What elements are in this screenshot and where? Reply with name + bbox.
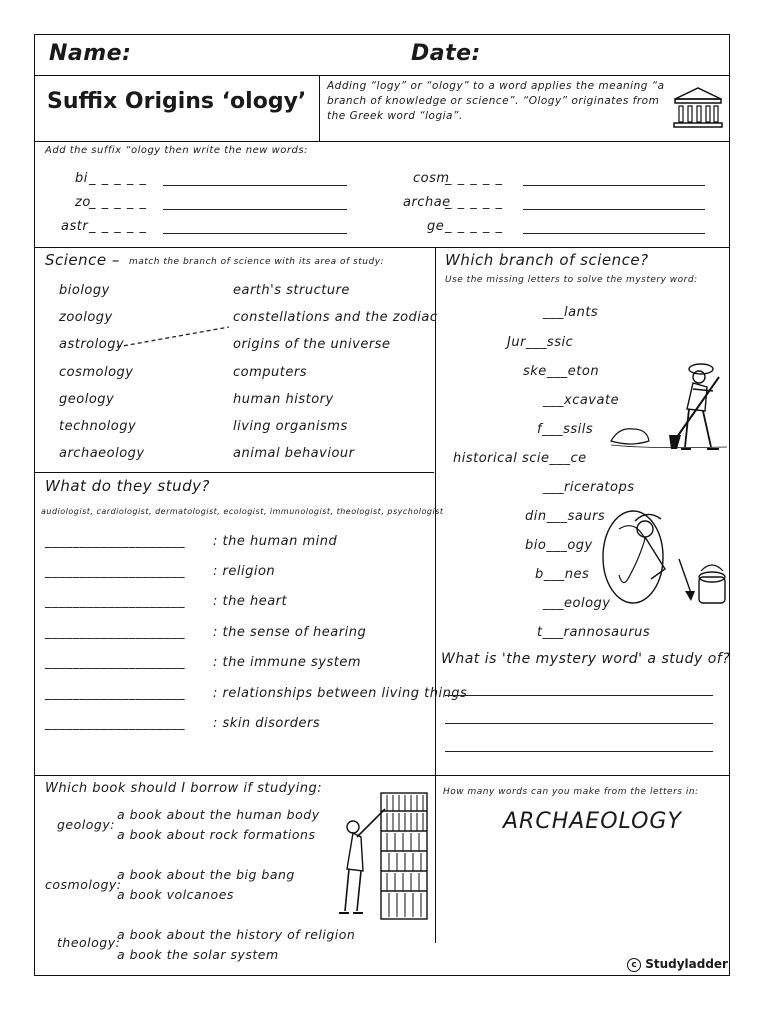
divider xyxy=(35,75,729,76)
mystery-word: f___ssils xyxy=(537,422,594,437)
science-heading: Science – xyxy=(45,251,120,269)
letters-word: ARCHAEOLOGY xyxy=(503,809,682,834)
mystery-word: ___eology xyxy=(543,596,611,611)
area-item: animal behaviour xyxy=(233,446,355,461)
worksheet xyxy=(34,34,730,976)
mystery-question: What is 'the mystery word' a study of? xyxy=(441,651,731,667)
mystery-word: historical scie___ce xyxy=(453,451,587,466)
mystery-word: bio___ogy xyxy=(525,538,593,553)
mystery-word: ___lants xyxy=(543,305,599,320)
study-item: : the human mind xyxy=(213,534,338,549)
science-instruction: match the branch of science with its area of study: xyxy=(129,257,385,267)
bookshelf-icon xyxy=(335,789,431,923)
suffix-stem: ge xyxy=(427,219,445,234)
suffix-blank: _ _ _ _ _ xyxy=(445,219,504,234)
book-group-label: theology: xyxy=(57,935,121,950)
branch-item: technology xyxy=(59,419,137,434)
study-blank[interactable]: ____________________ xyxy=(45,625,185,640)
suffix-stem: astr xyxy=(61,219,89,234)
divider xyxy=(35,247,729,248)
book-heading: Which book should I borrow if studying: xyxy=(45,781,323,796)
temple-icon xyxy=(671,85,725,131)
brand-name: Studyladder xyxy=(645,957,728,971)
study-item: : skin disorders xyxy=(213,716,321,731)
word-bank: audiologist, cardiologist, dermatologist, ecologist, immunologist, theologist, psychologist xyxy=(41,507,444,516)
suffix-blank: _ _ _ _ _ xyxy=(445,195,504,210)
mystery-word: t___rannosaurus xyxy=(537,625,651,640)
mystery-heading: Which branch of science? xyxy=(445,251,649,269)
study-item: : relationships between living things xyxy=(213,686,468,701)
suffix-blank: _ _ _ _ _ xyxy=(445,171,504,186)
study-blank[interactable]: ____________________ xyxy=(45,686,185,701)
study-blank[interactable]: ____________________ xyxy=(45,655,185,670)
study-item: : the sense of hearing xyxy=(213,625,367,640)
suffix-blank: _ _ _ _ _ xyxy=(89,171,148,186)
area-item: constellations and the zodiac xyxy=(233,310,438,325)
book-option[interactable]: a book about rock formations xyxy=(117,827,316,842)
study-item: : religion xyxy=(213,564,276,579)
paleontologist-icon xyxy=(595,499,731,607)
study-item: : the heart xyxy=(213,594,288,609)
answer-line[interactable] xyxy=(445,751,713,752)
divider xyxy=(319,75,320,141)
mystery-word: din___saurs xyxy=(525,509,606,524)
mystery-word: ___riceratops xyxy=(543,480,635,495)
mystery-word: b___nes xyxy=(535,567,590,582)
branch-item: astrology xyxy=(59,337,125,352)
letters-instruction: How many words can you make from the letters in: xyxy=(443,787,699,797)
study-blank[interactable]: ____________________ xyxy=(45,716,185,731)
suffix-instruction: Add the suffix “ology then write the new words: xyxy=(45,145,308,156)
suffix-stem: cosm xyxy=(413,171,450,186)
branch-item: zoology xyxy=(59,310,113,325)
column-divider xyxy=(435,247,436,943)
study-heading: What do they study? xyxy=(45,477,210,495)
area-item: computers xyxy=(233,365,307,380)
answer-line[interactable] xyxy=(523,185,705,186)
title-description: Adding “logy” or “ology” to a word applies the meaning “a branch of knowledge or science”. “Ology” originates from the Greek word “logia”. xyxy=(327,80,665,122)
suffix-blank: _ _ _ _ _ xyxy=(89,195,148,210)
branch-item: archaeology xyxy=(59,446,145,461)
name-label: Name: xyxy=(49,41,132,66)
digging-person-icon xyxy=(609,357,729,457)
study-item: : the immune system xyxy=(213,655,362,670)
suffix-stem: bi xyxy=(75,171,88,186)
book-group-label: cosmology: xyxy=(45,877,122,892)
book-option[interactable]: a book the solar system xyxy=(117,947,279,962)
area-item: human history xyxy=(233,392,334,407)
date-label: Date: xyxy=(411,41,481,66)
answer-line[interactable] xyxy=(445,695,713,696)
brand-logo xyxy=(627,957,728,972)
book-option[interactable]: a book about the history of religion xyxy=(117,927,356,942)
book-option[interactable]: a book volcanoes xyxy=(117,887,234,902)
suffix-stem: archae xyxy=(403,195,451,210)
answer-line[interactable] xyxy=(523,209,705,210)
book-option[interactable]: a book about the big bang xyxy=(117,867,295,882)
answer-line[interactable] xyxy=(163,209,347,210)
mystery-instruction: Use the missing letters to solve the mystery word: xyxy=(445,275,698,285)
branch-item: geology xyxy=(59,392,115,407)
area-item: living organisms xyxy=(233,419,348,434)
study-blank[interactable]: ____________________ xyxy=(45,534,185,549)
book-option[interactable]: a book about the human body xyxy=(117,807,320,822)
suffix-stem: zo xyxy=(75,195,91,210)
suffix-blank: _ _ _ _ _ xyxy=(89,219,148,234)
mystery-word: ske___eton xyxy=(523,364,600,379)
mystery-word: Jur___ssic xyxy=(507,335,574,350)
copyright-icon: c xyxy=(627,958,641,972)
branch-item: biology xyxy=(59,283,110,298)
area-item: earth's structure xyxy=(233,283,350,298)
answer-line[interactable] xyxy=(163,233,347,234)
answer-line[interactable] xyxy=(445,723,713,724)
example-match-line xyxy=(115,323,235,353)
branch-item: cosmology xyxy=(59,365,134,380)
area-item: origins of the universe xyxy=(233,337,391,352)
divider xyxy=(35,141,729,142)
study-blank[interactable]: ____________________ xyxy=(45,564,185,579)
divider xyxy=(35,775,729,776)
study-blank[interactable]: ____________________ xyxy=(45,594,185,609)
answer-line[interactable] xyxy=(163,185,347,186)
answer-line[interactable] xyxy=(523,233,705,234)
book-group-label: geology: xyxy=(57,817,115,832)
divider xyxy=(35,472,434,473)
mystery-word: ___xcavate xyxy=(543,393,620,408)
page-title: Suffix Origins ‘ology’ xyxy=(47,89,307,114)
